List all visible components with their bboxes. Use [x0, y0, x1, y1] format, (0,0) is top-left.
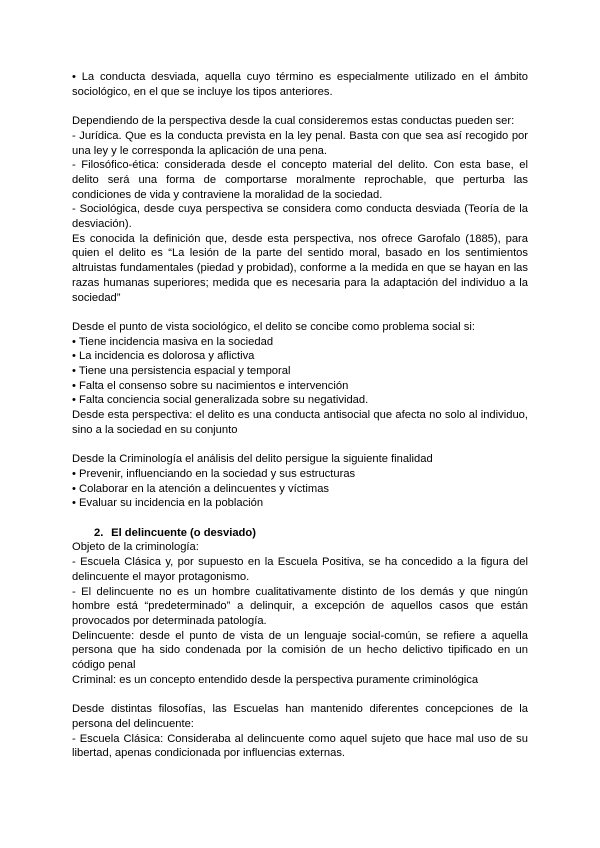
- criminology-object: Objeto de la criminología:: [72, 541, 199, 554]
- list-item: • Prevenir, influenciando en la sociedad y sus estructuras: [72, 467, 356, 480]
- social-problem-conclusion: Desde esta perspectiva: el delito es una conducta antisocial que afecta no solo al individuo, sino a la sociedad en su conjunto: [72, 409, 528, 436]
- delincuente-definition: Delincuente: desde el punto de vista de un lenguaje social-común, se refiere a aquella persona que ha sido condenada por la comisión de un hecho delictivo tipificado en un código penal: [72, 629, 528, 672]
- criminal-definition: Criminal: es un concepto entendido desde la perspectiva puramente criminológica: [72, 673, 479, 686]
- list-item: • Falta el consenso sobre su nacimientos e intervención: [72, 379, 349, 392]
- not-predetermined: - El delincuente no es un hombre cualitativamente distinto de los demás y que ningún hombre está “predeterminado” a delinquir, a excepción de aquellos casos que están provocados por determinada patología.: [72, 585, 528, 627]
- escuela-clasica: - Escuela Clásica: Consideraba al delincuente como aquel sujeto que hace mal uso de su libertad, apenas condicionada por influencias externas.: [72, 732, 528, 760]
- perspective-juridica: - Jurídica. Que es la conducta prevista en la ley penal. Basta con que sea así recogido por una ley y le corresponda la aplicación de una pena.: [72, 129, 528, 157]
- schools-lead: Desde distintas filosofías, las Escuelas han mantenido diferentes concepciones de la persona del delincuente:: [72, 703, 528, 730]
- intro-bullet: • La conducta desviada, aquella cuyo término es especialmente utilizado en el ámbito sociológico, en el que se incluye los tipos anteriores.: [72, 71, 528, 98]
- garofalo-definition: Es conocida la definición que, desde esta perspectiva, nos ofrece Garofalo (1885), para quien el delito es “La lesión de la parte del sentido moral, basado en los sentimientos altruistas fundamentales (piedad y probidad), conforme a la medida en que se hayan en las razas humanas superiores; medida que es necesaria para la adaptación del individuo a la sociedad”: [72, 232, 528, 304]
- perspective-sociologica: - Sociológica, desde cuya perspectiva se considera como conducta desviada (Teoría de la desviación).: [72, 203, 528, 231]
- section-heading: [94, 526, 528, 541]
- perspectives-lead: Dependiendo de la perspectiva desde la cual consideremos estas conductas pueden ser:: [72, 115, 515, 128]
- section-number: 2.: [94, 526, 104, 539]
- document-page: [72, 70, 528, 761]
- list-item: • Tiene una persistencia espacial y temporal: [72, 365, 291, 378]
- schools-protagonism: - Escuela Clásica y, por supuesto en la Escuela Positiva, se ha concedido a la figura del delincuente el mayor protagonismo.: [72, 556, 528, 583]
- list-item: • Tiene incidencia masiva en la sociedad: [72, 335, 274, 348]
- social-problem-lead: Desde el punto de vista sociológico, el delito se concibe como problema social si:: [72, 320, 475, 333]
- section-title: El delincuente (o desviado): [111, 526, 256, 539]
- list-item: • La incidencia es dolorosa y aflictiva: [72, 350, 255, 363]
- list-item: • Evaluar su incidencia en la población: [72, 497, 264, 510]
- list-item: • Falta conciencia social generalizada sobre su negatividad.: [72, 394, 369, 407]
- list-item: • Colaborar en la atención a delincuentes y víctimas: [72, 482, 330, 495]
- perspective-filosofica: - Filosófico-ética: considerada desde el concepto material del delito. Con esta base, el delito será una forma de comportarse moralmente reprochable, que perturba las condiciones de vida y contraviene la moralidad de la sociedad.: [72, 159, 528, 201]
- criminology-lead: Desde la Criminología el análisis del delito persigue la siguiente finalidad: [72, 453, 433, 466]
